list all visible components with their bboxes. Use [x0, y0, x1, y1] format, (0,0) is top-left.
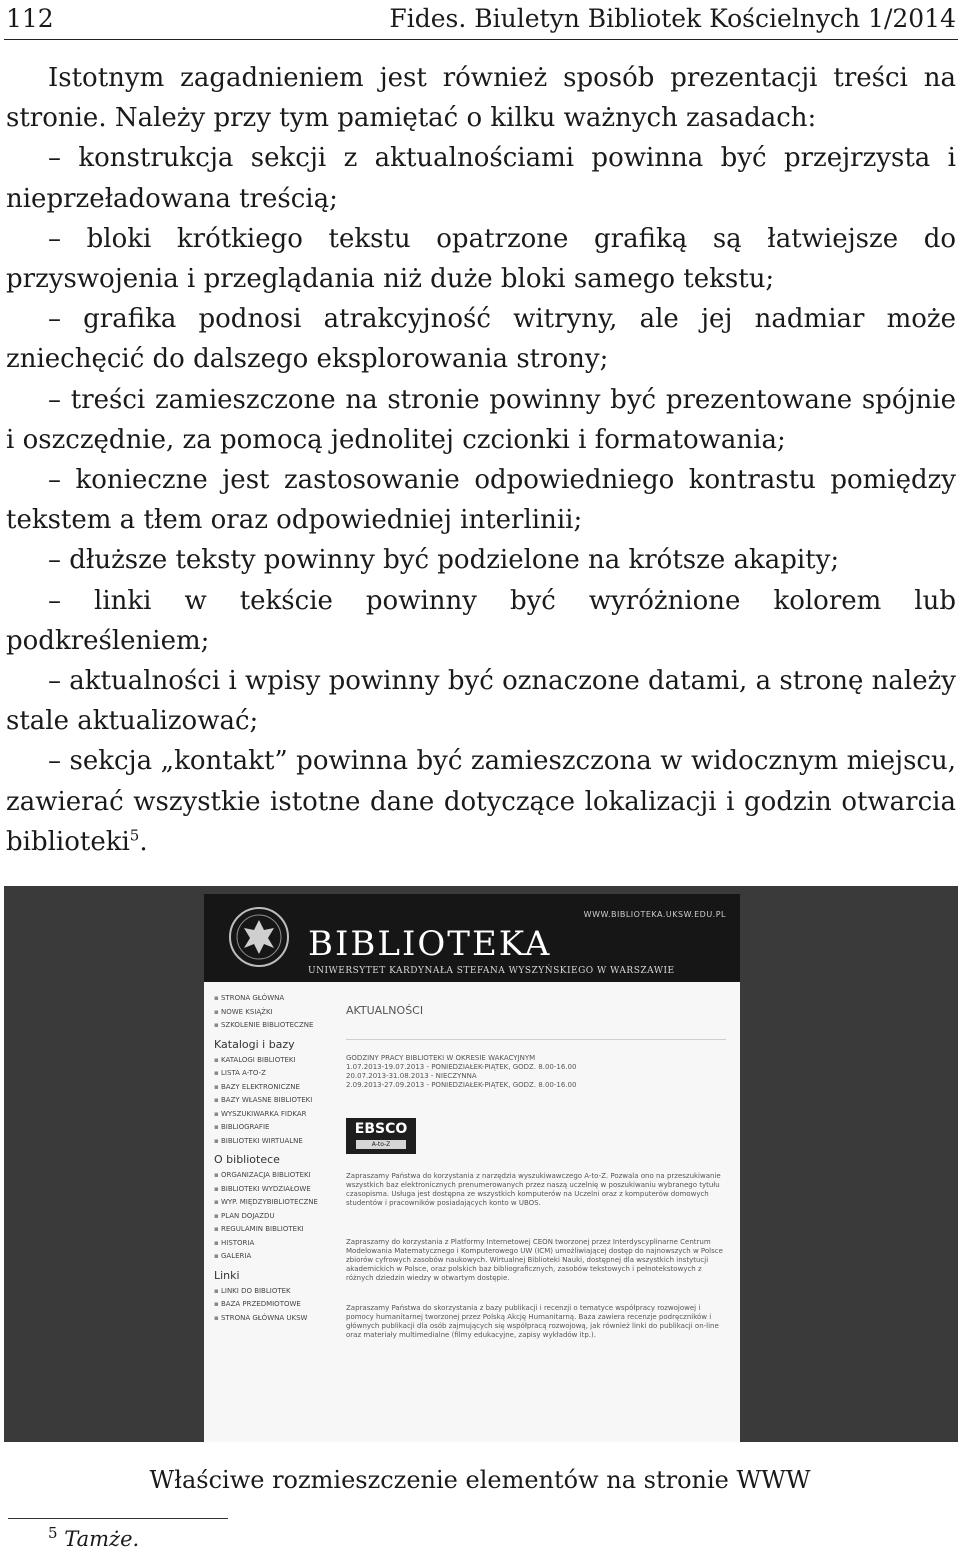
site-title: BIBLIOTEKA: [308, 924, 552, 964]
running-head: Fides. Biuletyn Bibliotek Kościelnych 1/2014: [389, 4, 956, 33]
sidebar-heading-links: Linki: [214, 1268, 240, 1282]
eagle-crest-icon: [228, 906, 290, 968]
ebsco-logo-sub: A-to-Z: [356, 1140, 406, 1149]
nav-link[interactable]: ▪ STRONA GŁÓWNA UKSW: [214, 1312, 332, 1326]
hours-line: 20.07.2013-31.08.2013 - NIECZYNNA: [346, 1072, 477, 1080]
nav-link[interactable]: ▪ NOWE KSIĄŻKI: [214, 1006, 332, 1020]
list-item: – konstrukcja sekcji z aktualnościami powinna być przejrzysta i nieprzeładowana treścią;: [6, 143, 956, 214]
nav-link[interactable]: ▪ BIBLIOTEKI WIRTUALNE: [214, 1135, 332, 1149]
news-paragraph: Zapraszamy Państwa do skorzystania z bazy publikacji i recenzji o tematyce współpracy rozwojowej i pomocy humanitarnej tworzonej przez Polską Akcję Humanitarną. Baza zawiera recenzje podręczników i głównych publikacji dla osób zajmujących się współpracą rozwojową, jak również linki do publikacji on-line oraz materiały multimedialne (filmy edukacyjne, zapisy wykładów itp.).: [346, 1304, 719, 1339]
site-url[interactable]: WWW.BIBLIOTEKA.UKSW.EDU.PL: [583, 910, 726, 919]
divider: [346, 1039, 726, 1040]
nav-link[interactable]: ▪ LISTA A-TO-Z: [214, 1067, 332, 1081]
list-item: – bloki krótkiego tekstu opatrzone grafiką są łatwiejsze do przyswojenia i przeglądania niż duże bloki samego tekstu;: [6, 223, 956, 295]
nav-link[interactable]: ▪ STRONA GŁÓWNA: [214, 992, 332, 1006]
news-paragraph: Zapraszamy do korzystania z Platformy Internetowej CEON tworzonej przez Interdyscyplinarne Centrum Modelowania Matematycznego i Komputerowego UW (ICM) umożliwiającej dostęp do najnowszych w Polsce zbiorów cyfrowych zasobów naukowych. Wirtualnej Biblioteki Nauki, dostępnej dla wszystkich instytucji akademickich w Polsce, oraz polskich baz bibliograficznych, zasobów tekstowych i pełnotekstowych z różnych dziedzin wiedzy w otwartym dostępie.: [346, 1238, 723, 1282]
footnote: [48, 1524, 140, 1551]
nav-link[interactable]: ▪ BAZY WŁASNE BIBLIOTEKI: [214, 1094, 332, 1108]
footnote-ref[interactable]: 5: [129, 826, 140, 845]
hours-line: 2.09.2013-27.09.2013 - PONIEDZIAŁEK-PIĄTEK, GODZ. 8.00-16.00: [346, 1081, 577, 1089]
sidebar-heading-catalogs: Katalogi i bazy: [214, 1037, 295, 1051]
nav-link[interactable]: ▪ BAZY ELEKTRONICZNE: [214, 1081, 332, 1095]
nav-link[interactable]: ▪ BIBLIOGRAFIE: [214, 1121, 332, 1135]
nav-link[interactable]: ▪ REGULAMIN BIBLIOTEKI: [214, 1223, 332, 1237]
ebsco-logo-text: EBSCO: [354, 1121, 408, 1137]
site-banner: [204, 894, 740, 982]
hours-line: 1.07.2013-19.07.2013 - PONIEDZIAŁEK-PIĄTEK, GODZ. 8.00-16.00: [346, 1063, 577, 1071]
page-header: [0, 0, 960, 40]
nav-link[interactable]: ▪ SZKOLENIE BIBLIOTECZNE: [214, 1019, 332, 1033]
nav-link[interactable]: ▪ HISTORIA: [214, 1237, 332, 1251]
intro-paragraph: Istotnym zagadnieniem jest również sposób prezentacji treści na stronie. Należy przy tym pamiętać o kilku ważnych zasadach:: [6, 63, 956, 134]
list-item: – dłuższe teksty powinny być podzielone na krótsze akapity;: [48, 545, 840, 576]
list-item: – aktualności i wpisy powinny być oznaczone datami, a stronę należy stale aktualizować;: [6, 666, 956, 737]
site-subtitle: UNIWERSYTET KARDYNAŁA STEFANA WYSZYŃSKIEGO W WARSZAWIE: [308, 966, 675, 976]
site-sidebar: [214, 992, 332, 1325]
website-screenshot-figure: [4, 886, 958, 1442]
site-main-content: [346, 992, 726, 1370]
body-text: [6, 58, 956, 862]
list-item-last: [6, 741, 956, 862]
page-number: 112: [6, 4, 54, 33]
hours-line: GODZINY PRACY BIBLIOTEKI W OKRESIE WAKACYJNYM: [346, 1054, 536, 1062]
list-item-text: – sekcja „kontakt” powinna być zamieszczona w widocznym miejscu, zawierać wszystkie istotne dane dotyczące lokalizacji i godzin otwarcia biblioteki: [6, 746, 956, 857]
list-item: – grafika podnosi atrakcyjność witryny, ale jej nadmiar może zniechęcić do dalszego eksplorowania strony;: [6, 304, 956, 375]
list-item: – konieczne jest zastosowanie odpowiedniego kontrastu pomiędzy tekstem a tłem oraz odpowiedniej interlinii;: [6, 465, 956, 536]
nav-link[interactable]: ▪ WYP. MIĘDZYBIBLIOTECZNE: [214, 1196, 332, 1210]
footnote-text: Tamże.: [64, 1527, 140, 1551]
sidebar-heading-about: O bibliotece: [214, 1153, 280, 1166]
nav-link[interactable]: ▪ PLAN DOJAZDU: [214, 1210, 332, 1224]
footnote-number: 5: [48, 1524, 58, 1542]
nav-link[interactable]: ▪ BAZA PRZEDMIOTOWE: [214, 1298, 332, 1312]
list-item: – linki w tekście powinny być wyróżnione kolorem lub podkreśleniem;: [6, 585, 956, 656]
nav-link[interactable]: ▪ WYSZUKIWARKA FIDKAR: [214, 1108, 332, 1122]
header-rule: [4, 39, 958, 40]
list-item-end: .: [139, 826, 148, 857]
figure-caption: Właściwe rozmieszczenie elementów na stronie WWW: [149, 1466, 811, 1494]
opening-hours: [346, 1054, 726, 1090]
nav-link[interactable]: ▪ ORGANIZACJA BIBLIOTEKI: [214, 1169, 332, 1183]
website-page: [204, 894, 740, 1442]
news-paragraph: Zapraszamy Państwa do korzystania z narzędzia wyszukiwawczego A-to-Z. Pozwala ono na przeszukiwanie wszystkich baz elektronicznych prenumerowanych przez naszą uczelnię w poszukiwaniu wybranego tytułu czasopisma. Usługa jest dostępna ze wszystkich komputerów na Uczelni oraz z komputerów domowych studentów i pracowników posiadających konto w UBOS.: [346, 1172, 721, 1207]
nav-link[interactable]: ▪ GALERIA: [214, 1250, 332, 1264]
news-heading: AKTUALNOŚCI: [346, 1004, 424, 1017]
list-item: – treści zamieszczone na stronie powinny być prezentowane spójnie i oszczędnie, za pomocą jednolitej czcionki i formatowania;: [6, 384, 956, 455]
nav-link[interactable]: ▪ BIBLIOTEKI WYDZIAŁOWE: [214, 1183, 332, 1197]
footnote-rule: [8, 1518, 228, 1519]
nav-link[interactable]: ▪ KATALOGI BIBLIOTEKI: [214, 1054, 332, 1068]
ebsco-logo[interactable]: [346, 1118, 416, 1154]
nav-link[interactable]: ▪ LINKI DO BIBLIOTEK: [214, 1285, 332, 1299]
